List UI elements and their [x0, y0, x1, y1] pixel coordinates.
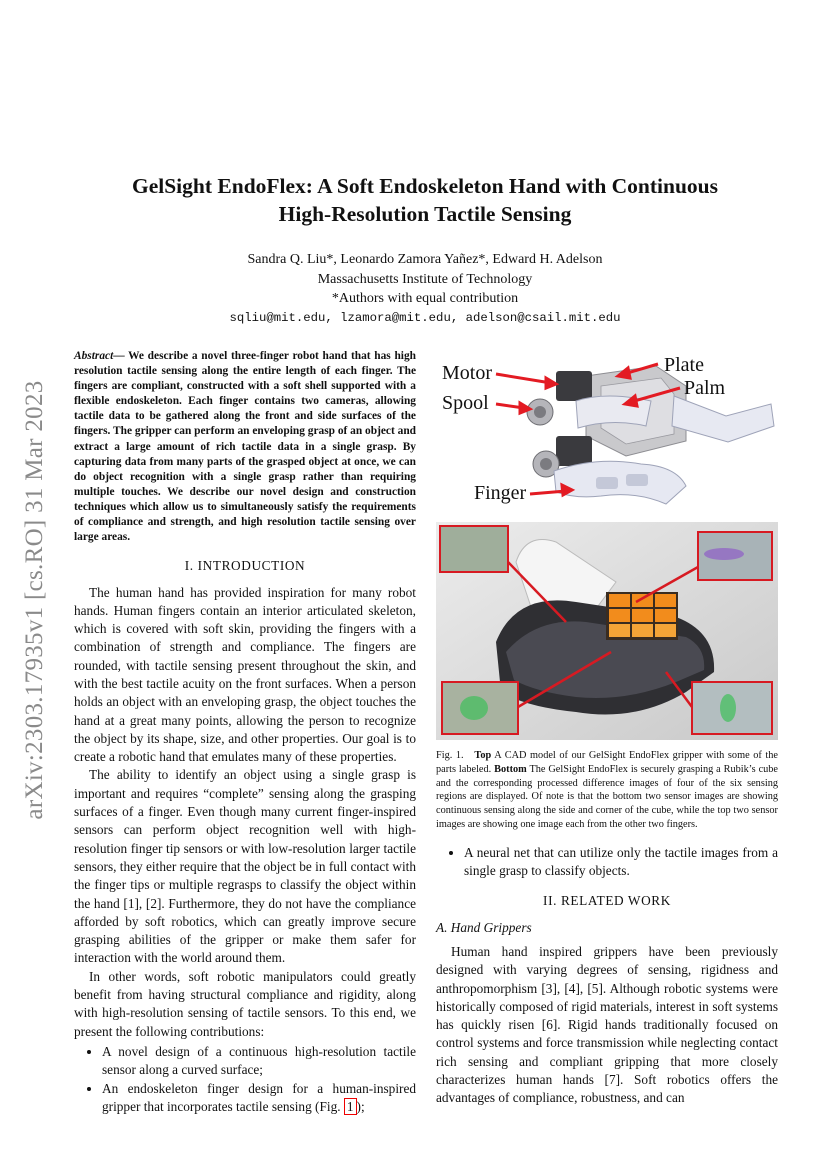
arxiv-sidebar [6, 355, 64, 845]
author-block [80, 250, 770, 328]
abstract [74, 349, 416, 545]
caption-prefix: Fig. 1. [436, 750, 464, 761]
cad-model-image [436, 346, 778, 516]
affiliation: Massachusetts Institute of Technology [317, 271, 533, 287]
contribution-list [74, 1043, 416, 1116]
authors: Sandra Q. Liu*, Leonardo Zamora Yañez*, Edward H. Adelson [247, 252, 603, 267]
intro-heading: I. INTRODUCTION [184, 558, 306, 574]
abstract-text: — We describe a novel three-finger robot hand that has high resolution tactile sensing along the entire length of each finger. The fingers are compliant, constructed with a soft shell supported with a flexible endoskeleton. Each finger contains two cameras, allowing tactile data to be gathered along the front and side surfaces of the fingers. The gripper can perform an enveloping grasp of an object and extract a large amount of rich tactile data in a single grasp. By capturing data from many parts of the grasped object at once, we can do object recognition with a single grasp rather than requiring multiple touches. We describe our novel design and construction techniques which allow us to simultaneously satisfy the requirements of compliance and strength, and high resolution tactile sensing over large areas. [74, 350, 416, 544]
equal-contribution-note: *Authors with equal contribution [331, 291, 519, 306]
intro-paragraph-3: In other words, soft robotic manipulators could greatly benefit from having structural compliance and rigidity, along with high-resolution sensing of tactile sensors. To this end, we present the following contributions: [74, 968, 416, 1039]
intro-paragraph-1: The human hand has provided inspiration for many robot hands. Human fingers contain an interior articulated skeleton, which is covered with soft skin, providing the fingers with a combination of strength and compliance. The fingers are rounded, with tactile sensing present throughout the skin, and with the best tactile acuity on the front surfaces. When a person holds an object with an enveloping grasp, the object touches the hand at a great many points, allowing the person to recognize the object by its shape, size, and other properties. Our goal is to create a robotic hand that emulates many of these properties. [74, 584, 416, 765]
subsection-heading: A. Hand Grippers [436, 919, 532, 935]
title-line-2: High-Resolution Tactile Sensing [278, 202, 572, 226]
contribution-item [102, 1080, 416, 1117]
contribution-list-cont [436, 844, 778, 881]
related-work-heading: II. RELATED WORK [543, 893, 671, 909]
right-column [436, 346, 778, 1108]
contribution-text: An endoskeleton finger design for a human-inspired gripper that incorporates tactile sensing (Fig. [102, 1080, 416, 1114]
plate-label: Plate [664, 354, 704, 376]
emails: sqliu@mit.edu, lzamora@mit.edu, adelson@csail.mit.edu [229, 310, 621, 325]
contribution-text-end: ); [356, 1098, 365, 1114]
title-line-1: GelSight EndoFlex: A Soft Endoskeleton Hand with Continuous [131, 174, 719, 198]
paper-title [80, 172, 770, 228]
palm-label: Palm [684, 377, 726, 399]
arxiv-id: arXiv:2303.17935v1 [cs.RO] 31 Mar 2023 [21, 380, 48, 820]
grasp-photo [436, 522, 778, 740]
caption-text-b: The GelSight EndoFlex is securely grasping a Rubik’s cube and the corresponding processed difference images of four of the six sensing regions are displayed. Of note is that the bottom two sensor images are showing continuous sensing along the side and corner of the cube, while the top two sensor images are showing one image each from the other two fingers. [436, 763, 779, 830]
figure-caption [436, 749, 778, 832]
intro-paragraph-2: The ability to identify an object using a single grasp is important and requires “complete” sensing along the grasping surfaces of a finger. Even though many current finger-inspired sensors can perform object recognition well with high-resolution finger tip sensors or with low-resolution larger tactile sensors, they either require that the object be in full contact with the finger tips or multiple regrasps to classify the object within the hand [1], [2]. Furthermore, they do not have the compliance afforded by soft robotics, which can greatly improve secure grasping abilities of the gripper or make them safer for interaction with the world around them. [74, 767, 416, 966]
caption-text-a: A CAD model of our GelSight EndoFlex gripper with some of the parts labeled. [436, 750, 778, 775]
contribution-item: • A novel design of a continuous high-resolution tactile sensor along a curved surface; [102, 1043, 416, 1080]
caption-top-label: Top [474, 750, 492, 761]
contribution-item: • A neural net that can utilize only the tactile images from a single grasp to classify objects. [464, 844, 778, 881]
motor-label: Motor [442, 362, 492, 384]
left-column [74, 346, 416, 1116]
figure-reference-link[interactable]: 1 [344, 1098, 357, 1115]
figure-1 [436, 346, 778, 743]
caption-bottom-label: Bottom [494, 763, 527, 775]
finger-label: Finger [474, 482, 527, 504]
spool-label: Spool [442, 392, 489, 414]
abstract-label: Abstract [74, 350, 114, 362]
related-paragraph-1: Human hand inspired grippers have been previously designed with varying degrees of sensing, rigidness and anthropomorphism [3], [4], [5]. Although robotic systems were historically composed of rigid materials, interest in soft systems has quickly risen [6]. Rigid hands traditionally focused on control systems and force transmission while neglecting contact rich sensing and compliant gripping that more closely characterizes human hands [7]. Soft robotics offers the advantages of compliance, robustness, and can [436, 943, 778, 1106]
